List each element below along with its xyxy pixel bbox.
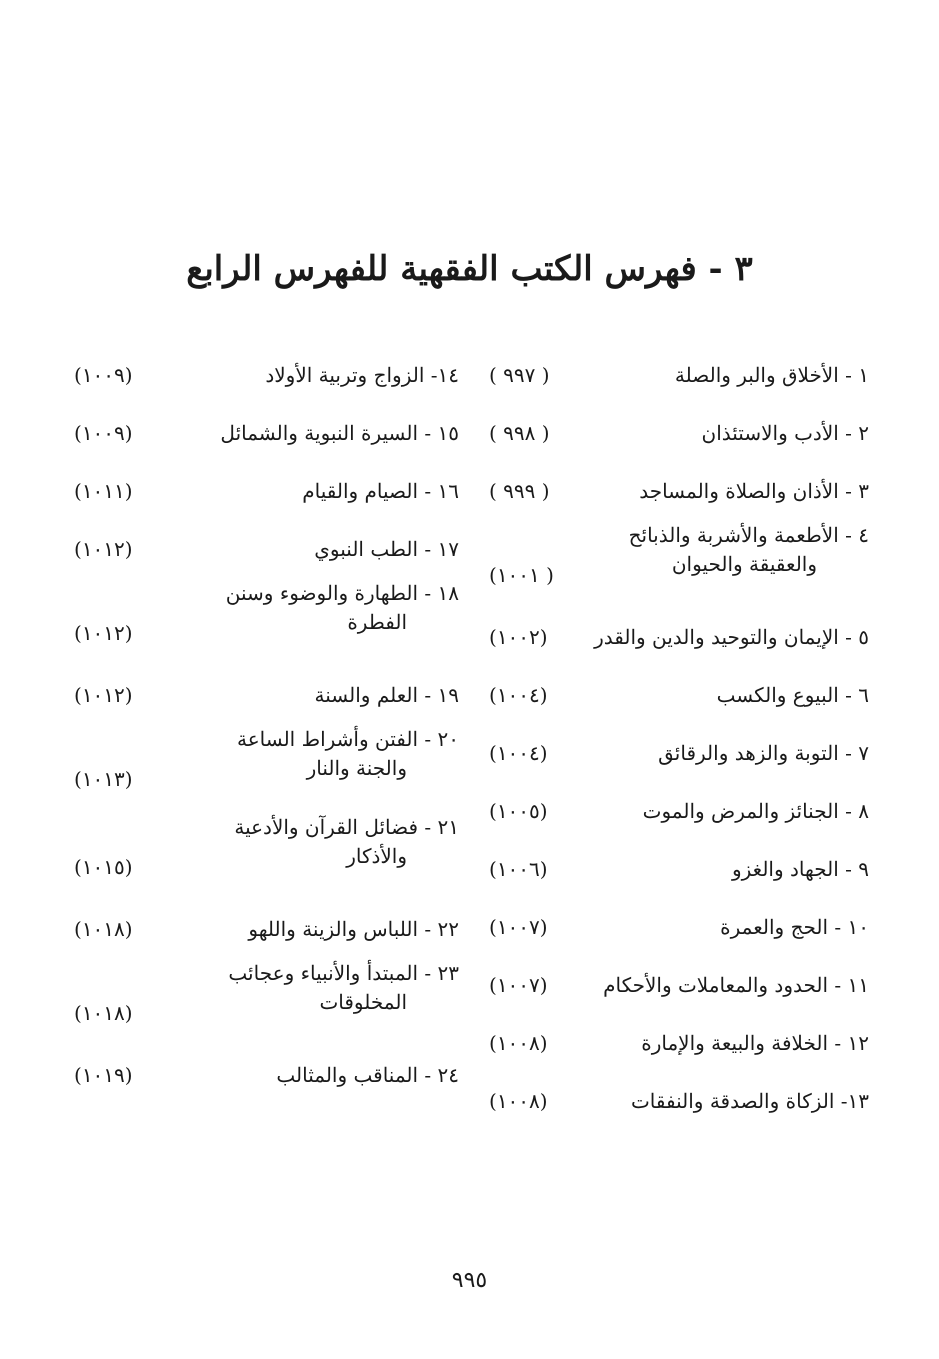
- entry-title-line: ٢ - الأدب والاستئذان: [701, 421, 869, 445]
- entry-title: [265, 361, 459, 390]
- entry-title: [315, 681, 459, 710]
- index-column-right: [489, 347, 869, 1131]
- entry-page-ref: (١٠١١): [74, 479, 133, 503]
- entry-title-line: ١٣- الزكاة والصدقة والنفقات: [630, 1089, 869, 1113]
- entry-title-line: ٨ - الجنائز والمرض والموت: [642, 799, 869, 823]
- index-entry: [489, 1015, 869, 1073]
- index-entry: [74, 347, 459, 405]
- entry-title-line: ٢٠ - الفتن وأشراط الساعة: [236, 727, 459, 751]
- entry-title: [237, 725, 459, 783]
- entry-title: [226, 579, 459, 637]
- index-entry: [489, 463, 869, 521]
- index-entry: [489, 521, 869, 609]
- entry-page-ref: (١٠٠٤): [489, 683, 548, 707]
- page-title: ٣ - فهرس الكتب الفقهية للفهرس الرابع: [186, 248, 753, 289]
- entry-title: [675, 361, 869, 390]
- index-entry: [74, 521, 459, 579]
- entry-title: [302, 477, 459, 506]
- index-entry: [74, 667, 459, 725]
- entry-page-ref: ( ٩٩٨ ): [489, 421, 550, 445]
- entry-title-line: ١٨ - الطهارة والوضوء وسنن: [225, 581, 459, 605]
- index-entry: [489, 609, 869, 667]
- entry-title: [732, 855, 869, 884]
- entry-page-ref: (١٠١٨): [74, 917, 133, 941]
- entry-title-line: ١٧ - الطب النبوي: [314, 537, 459, 561]
- entry-title: [248, 915, 459, 944]
- index-entry: [74, 725, 459, 813]
- entry-title: [658, 739, 869, 768]
- entry-title-line: ١٩ - العلم والسنة: [314, 683, 459, 707]
- index-entry: [489, 725, 869, 783]
- entry-title-line: ١٠ - الحج والعمرة: [720, 915, 869, 939]
- index-entry: [489, 405, 869, 463]
- entry-title-line: ٣ - الأذان والصلاة والمساجد: [639, 479, 869, 503]
- entry-title: [639, 477, 869, 506]
- entry-title-line: ١ - الأخلاق والبر والصلة: [674, 363, 869, 387]
- entry-page-ref: (١٠١٣): [74, 767, 133, 791]
- entry-page-ref: (١٠٠٩): [74, 421, 133, 445]
- entry-page-ref: (١٠١٨): [74, 1001, 133, 1025]
- entry-page-ref: (١٠١٢): [74, 537, 133, 561]
- page-number: ٩٩٥: [451, 1268, 488, 1293]
- entry-page-ref: (١٠٠٧): [489, 915, 548, 939]
- entry-page-ref: (١٠١٥): [74, 855, 133, 879]
- entry-page-ref: (١٠١٢): [74, 621, 133, 645]
- entry-page-ref: (١٠٠٢): [489, 625, 548, 649]
- entry-page-ref: (١٠٠٧): [489, 973, 548, 997]
- entry-title-line: ١١ - الحدود والمعاملات والأحكام: [603, 973, 869, 997]
- entry-title: [228, 959, 459, 1017]
- entry-title-line: ٦ - البيوع والكسب: [716, 683, 869, 707]
- entry-title-line: ١٢ - الخلافة والبيعة والإمارة: [641, 1031, 869, 1055]
- index-entry: [74, 405, 459, 463]
- index-entry: [74, 579, 459, 667]
- index-entry: [489, 667, 869, 725]
- index-entry: [74, 901, 459, 959]
- entry-page-ref: (١٠٠١ ): [489, 563, 554, 587]
- entry-page-ref: ( ٩٩٩ ): [489, 479, 550, 503]
- entry-page-ref: (١٠٠٩): [74, 363, 133, 387]
- entry-title-line: ٤ - الأطعمة والأشربة والذبائح: [628, 523, 869, 547]
- index-entry: [489, 841, 869, 899]
- index-entry: [489, 1073, 869, 1131]
- entry-title: [631, 1087, 869, 1116]
- entry-title-continuation: المخلوقات: [319, 990, 407, 1014]
- entry-page-ref: (١٠٠٦): [489, 857, 548, 881]
- entry-title: [629, 521, 869, 579]
- entry-title-continuation: والأذكار: [346, 844, 407, 868]
- entry-title: [641, 1029, 869, 1058]
- entry-title: [594, 623, 869, 652]
- index-entry: [489, 783, 869, 841]
- entry-title: [220, 419, 459, 448]
- entry-title-line: ٩ - الجهاد والغزو: [731, 857, 869, 881]
- entry-title-line: ٢٣ - المبتدأ والأنبياء وعجائب: [228, 961, 459, 985]
- entry-title-line: ١٥ - السيرة النبوية والشمائل: [220, 421, 459, 445]
- entry-title: [717, 681, 869, 710]
- entry-page-ref: (١٠٠٨): [489, 1089, 548, 1113]
- entry-title-line: ٥ - الإيمان والتوحيد والدين والقدر: [594, 625, 869, 649]
- entry-title-continuation: والعقيقة والحيوان: [671, 552, 817, 576]
- entry-title: [314, 535, 459, 564]
- index-entry: [489, 957, 869, 1015]
- index-entry: [489, 899, 869, 957]
- entry-title-line: ٢١ - فضائل القرآن والأدعية: [234, 815, 459, 839]
- entry-title: [234, 813, 459, 871]
- entry-title-continuation: والجنة والنار: [306, 756, 407, 780]
- entry-page-ref: (١٠٠٤): [489, 741, 548, 765]
- entry-title-line: ٧ - التوبة والزهد والرقائق: [658, 741, 869, 765]
- index-entry: [489, 347, 869, 405]
- index-column-left: [74, 347, 459, 1105]
- entry-title-continuation: الفطرة: [347, 610, 407, 634]
- index-entry: [74, 463, 459, 521]
- entry-title: [643, 797, 869, 826]
- entry-title: [603, 971, 869, 1000]
- entry-title-line: ٢٤ - المناقب والمثالب: [276, 1063, 459, 1087]
- index-entry: [74, 1047, 459, 1105]
- entry-page-ref: (١٠١٢): [74, 683, 133, 707]
- entry-title: [702, 419, 869, 448]
- entry-title-line: ١٤- الزواج وتربية الأولاد: [265, 363, 459, 387]
- entry-title-line: ١٦ - الصيام والقيام: [302, 479, 459, 503]
- entry-title: [276, 1061, 459, 1090]
- index-entry: [74, 959, 459, 1047]
- entry-page-ref: (١٠١٩): [74, 1063, 133, 1087]
- entry-title: [720, 913, 869, 942]
- entry-page-ref: (١٠٠٨): [489, 1031, 548, 1055]
- entry-title-line: ٢٢ - اللباس والزينة واللهو: [248, 917, 459, 941]
- entry-page-ref: (١٠٠٥): [489, 799, 548, 823]
- entry-page-ref: ( ٩٩٧ ): [489, 363, 550, 387]
- index-entry: [74, 813, 459, 901]
